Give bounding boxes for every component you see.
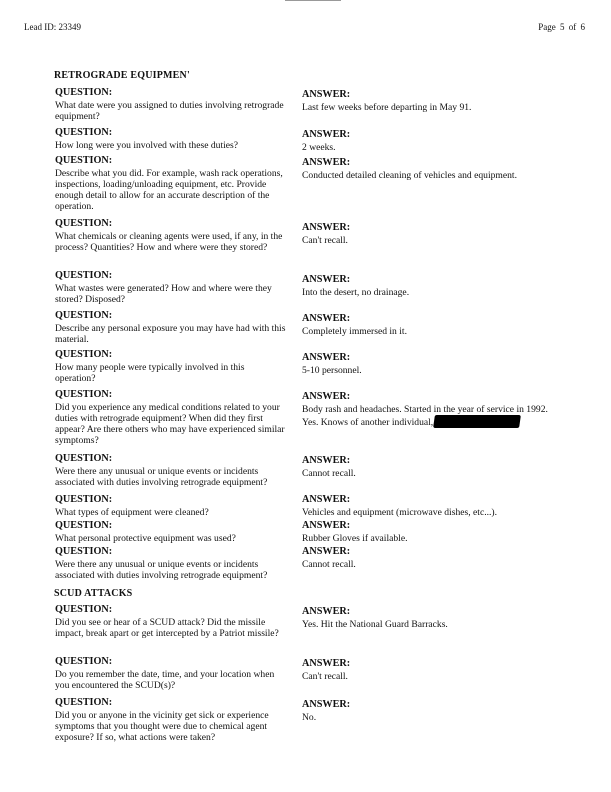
answer-block xyxy=(302,222,554,246)
answer-text: Last few weeks before departing in May 91. xyxy=(302,102,472,113)
answer-text: Conducted detailed cleaning of vehicles and equipment. xyxy=(302,170,517,181)
question-label: QUESTION: xyxy=(55,389,113,400)
answer-text: Can't recall. xyxy=(302,235,348,246)
question-label: QUESTION: xyxy=(55,310,113,321)
answer-block xyxy=(302,352,554,376)
question-label: QUESTION: xyxy=(55,520,113,531)
question-block xyxy=(55,656,287,691)
question-block xyxy=(55,155,287,212)
question-text: What types of equipment were cleaned? xyxy=(55,507,209,518)
question-label: QUESTION: xyxy=(55,494,113,505)
answer-text-content: Body rash and headaches. Started in the year of service in 1992. Yes. Knows of another individual, xyxy=(302,404,548,428)
question-text: Describe what you did. For example, wash rack operations, inspections, loading/unloading equipment, etc. Provide enough detail to allow for an accurate description of the operation. xyxy=(55,168,283,212)
answer-label: ANSWER: xyxy=(302,157,351,168)
question-text: What date were you assigned to duties involving retrograde equipment? xyxy=(55,100,284,122)
question-text: What chemicals or cleaning agents were used, if any, in the process? Quantities? How and where were they stored? xyxy=(55,231,283,253)
question-block xyxy=(55,349,287,384)
answer-block xyxy=(302,606,554,630)
answer-block xyxy=(302,455,554,479)
question-text: Do you remember the date, time, and your location when you encountered the SCUD(s)? xyxy=(55,669,275,691)
question-label: QUESTION: xyxy=(55,453,113,464)
answer-text xyxy=(302,404,554,428)
answer-text: Can't recall. xyxy=(302,671,348,682)
answer-label: ANSWER: xyxy=(302,274,351,285)
answer-label: ANSWER: xyxy=(302,606,351,617)
answer-block xyxy=(302,391,554,428)
question-label: QUESTION: xyxy=(55,87,113,98)
question-label: QUESTION: xyxy=(55,546,113,557)
top-rule xyxy=(285,0,341,1)
answer-text: Rubber Gloves if available. xyxy=(302,533,408,544)
answer-label: ANSWER: xyxy=(302,391,351,402)
question-block xyxy=(55,494,287,518)
answer-block xyxy=(302,520,554,544)
question-block xyxy=(55,697,287,743)
question-label: QUESTION: xyxy=(55,697,113,708)
question-block xyxy=(55,453,287,488)
answer-label: ANSWER: xyxy=(302,546,351,557)
answer-text: Vehicles and equipment (microwave dishes, etc...). xyxy=(302,507,498,518)
redaction-bar xyxy=(433,415,521,428)
answer-block xyxy=(302,658,554,682)
question-label: QUESTION: xyxy=(55,155,113,166)
section-heading-retrograde: RETROGRADE EQUIPMEN' xyxy=(54,70,190,81)
section-heading-scud: SCUD ATTACKS xyxy=(54,588,133,599)
question-block xyxy=(55,218,287,253)
answer-text: Into the desert, no drainage. xyxy=(302,287,410,298)
answer-block xyxy=(302,157,554,181)
answer-text: Cannot recall. xyxy=(302,559,356,570)
answer-block xyxy=(302,313,554,337)
answer-text: Cannot recall. xyxy=(302,468,356,479)
question-label: QUESTION: xyxy=(55,604,113,615)
answer-label: ANSWER: xyxy=(302,352,351,363)
answer-block xyxy=(302,494,554,518)
answer-label: ANSWER: xyxy=(302,658,351,669)
question-label: QUESTION: xyxy=(55,349,113,360)
answer-label: ANSWER: xyxy=(302,494,351,505)
answer-label: ANSWER: xyxy=(302,699,351,710)
answer-block xyxy=(302,89,554,113)
answer-block xyxy=(302,129,554,153)
question-block xyxy=(55,270,287,305)
question-text: Were there any unusual or unique events or incidents associated with duties involving retrograde equipment? xyxy=(55,559,268,581)
question-text: How many people were typically involved in this operation? xyxy=(55,362,245,384)
answer-label: ANSWER: xyxy=(302,129,351,140)
answer-label: ANSWER: xyxy=(302,89,351,100)
answer-text: No. xyxy=(302,712,317,723)
lead-id: Lead ID: 23349 xyxy=(24,22,81,32)
question-text: How long were you involved with these duties? xyxy=(55,140,239,151)
question-block xyxy=(55,604,287,639)
question-label: QUESTION: xyxy=(55,127,113,138)
question-block xyxy=(55,520,287,544)
answer-text: 5-10 personnel. xyxy=(302,365,362,376)
question-text: What wastes were generated? How and where were they stored? Disposed? xyxy=(55,283,272,305)
question-block xyxy=(55,310,287,345)
question-block xyxy=(55,87,287,122)
question-text: Did you see or hear of a SCUD attack? Did the missile impact, break apart or get intercepted by a Patriot missile? xyxy=(55,617,279,639)
answer-text: Completely immersed in it. xyxy=(302,326,407,337)
question-block xyxy=(55,546,287,581)
question-text: Did you or anyone in the vicinity get sick or experience symptoms that you thought were due to chemical agent exposure? If so, what actions were taken? xyxy=(55,710,269,743)
answer-label: ANSWER: xyxy=(302,520,351,531)
page-number: Page 5 of 6 xyxy=(538,22,585,32)
question-label: QUESTION: xyxy=(55,218,113,229)
question-text: Describe any personal exposure you may have had with this material. xyxy=(55,323,286,345)
answer-block xyxy=(302,699,554,723)
answer-text: 2 weeks. xyxy=(302,142,336,153)
answer-label: ANSWER: xyxy=(302,455,351,466)
question-text: What personal protective equipment was used? xyxy=(55,533,236,544)
answer-block xyxy=(302,274,554,298)
question-text: Were there any unusual or unique events or incidents associated with duties involving retrograde equipment? xyxy=(55,466,268,488)
question-block xyxy=(55,389,287,446)
answer-label: ANSWER: xyxy=(302,313,351,324)
answer-block xyxy=(302,546,554,570)
question-label: QUESTION: xyxy=(55,656,113,667)
question-label: QUESTION: xyxy=(55,270,113,281)
question-block xyxy=(55,127,287,151)
answer-label: ANSWER: xyxy=(302,222,351,233)
question-text: Did you experience any medical conditions related to your duties with retrograde equipment? When did they first appear? Are there others who may have experienced similar symptoms? xyxy=(55,402,285,446)
answer-text: Yes. Hit the National Guard Barracks. xyxy=(302,619,448,630)
